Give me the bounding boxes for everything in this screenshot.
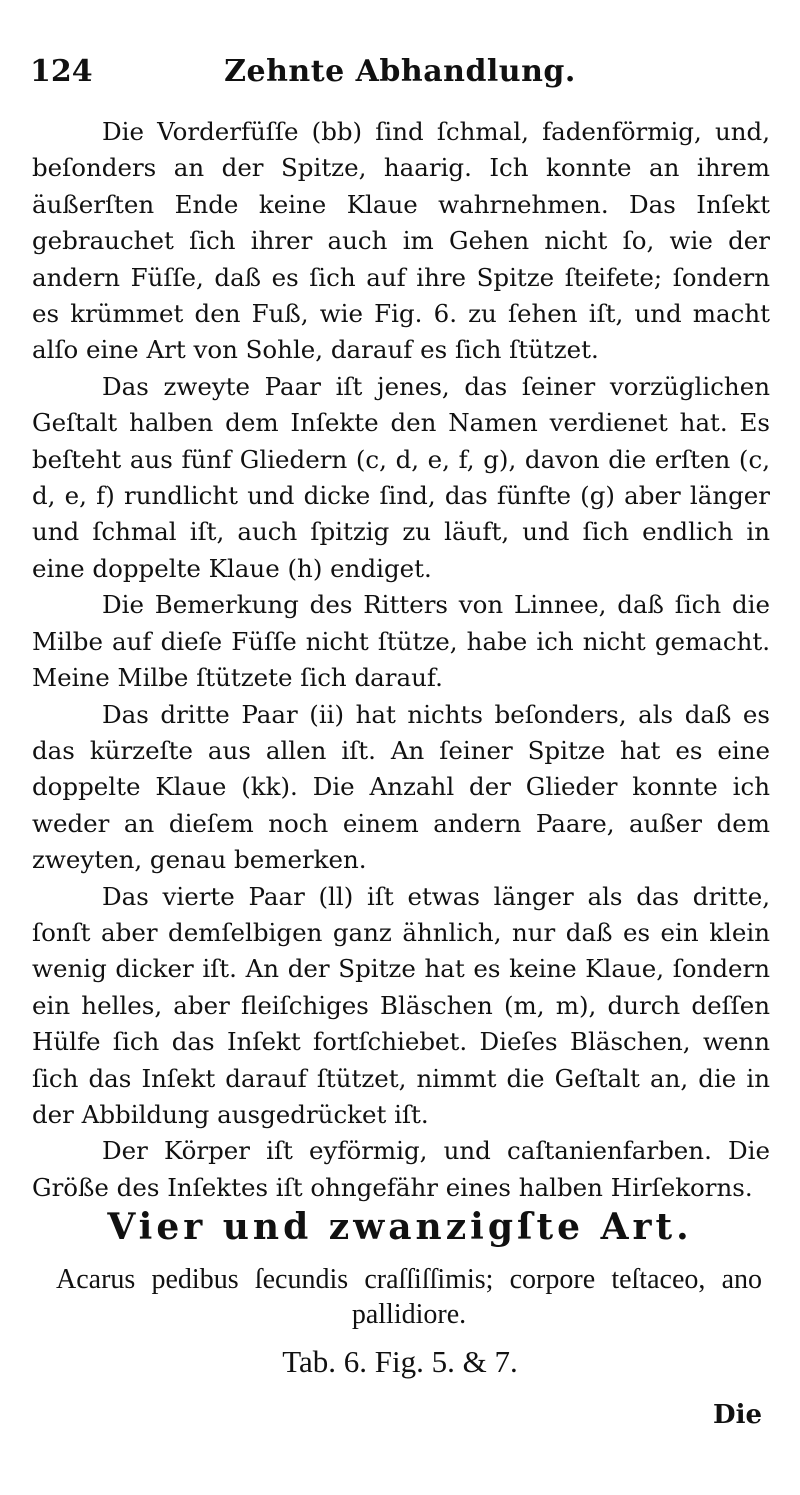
- body-text: [32, 114, 770, 1206]
- paragraph-forelegs: Die Vorderfüſſe (bb) ſind ſchmal, fadenförmig, und, beſonders an der Spitze, haarig. Ich konnte an ihrem äußerſten Ende keine Klaue wahrnehmen. Das Inſekt gebrauchet ſich ihrer auch im Gehen nicht ſo, wie der andern Füſſe, daß es ſich auf ihre Spitze ſteifete; ſondern es krümmet den Fuß, wie Fig. 6. zu ſehen iſt, und macht alſo eine Art von Sohle, darauf es ſich ſtützet.: [32, 117, 770, 365]
- paragraph-second-pair: Das zweyte Paar iſt jenes, das ſeiner vorzüglichen Geſtalt halben dem Inſekte den Namen verdienet hat. Es beſteht aus fünf Gliedern (c, d, e, f, g), davon die erſten (c, d, e, f) rundlicht und dicke ſind, das fünfte (g) aber länger und ſchmal iſt, auch ſpitzig zu läuft, und ſich endlich in eine doppelte Klaue (h) endiget.: [32, 371, 770, 583]
- catchword: Die: [713, 1400, 762, 1430]
- paragraph-third-pair: Das dritte Paar (ii) hat nichts beſonders, als daß es das kürzeſte aus allen iſt. An ſeiner Spitze hat es eine doppelte Klaue (kk). Die Anzahl der Glieder konnte ich weder an dieſem noch einem andern Paare, außer dem zweyten, genau bemerken.: [32, 699, 770, 875]
- page-header: [30, 48, 770, 98]
- paragraph-linnaeus-remark: Die Bemerkung des Ritters von Linnee, daß ſich die Milbe auf dieſe Füſſe nicht ſtütze, habe ich nicht gemacht. Meine Milbe ſtützete ſich darauf.: [32, 590, 770, 693]
- paragraph-body-description: Der Körper iſt eyförmig, und caſtanienfarben. Die Größe des Inſektes iſt ohngefähr eines halben Hirſekorns.: [32, 1136, 770, 1202]
- plate-reference: Tab. 6. Fig. 5. & 7.: [282, 1344, 518, 1379]
- running-head: Zehnte Abhandlung.: [224, 54, 576, 89]
- section-heading: Vier und zwanzigſte Art.: [107, 1206, 693, 1248]
- paragraph-fourth-pair: Das vierte Paar (ll) iſt etwas länger als das dritte, ſonſt aber demſelbigen ganz ähnlich, nur daß es ein klein wenig dicker iſt. An der Spitze hat es keine Klaue, ſondern ein helles, aber fleiſchiges Bläschen (m, m), durch deſſen Hülfe ſich das Inſekt fortſchiebet. Dieſes Bläschen, wenn ſich das Inſekt darauf ſtützet, nimmt die Geſtalt an, die in der Abbildung ausgedrücket iſt.: [32, 881, 770, 1129]
- page-number: 124: [30, 54, 93, 89]
- latin-diagnosis: Acarus pedibus ſecundis craſſiſſimis; corpore teſtaceo, ano pallidiore.: [56, 1264, 762, 1330]
